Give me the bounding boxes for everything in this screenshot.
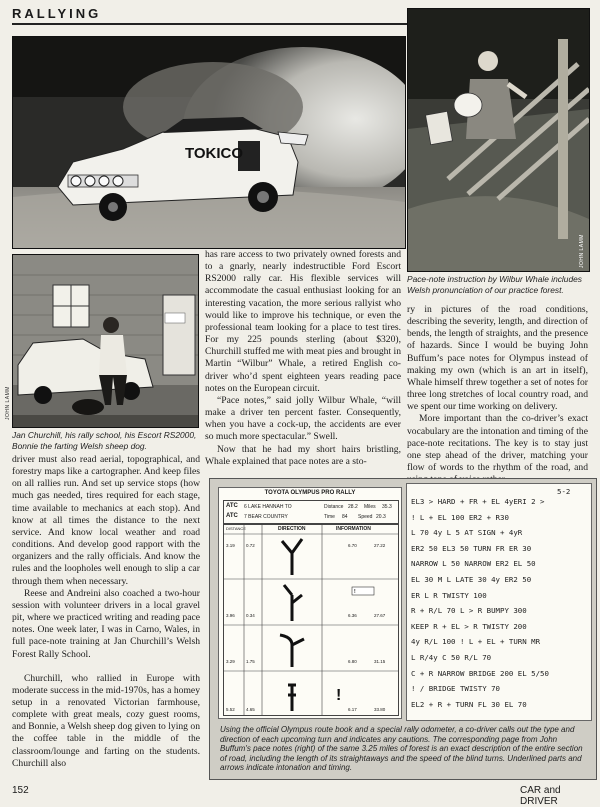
magazine-name: CAR and DRIVER [520, 785, 561, 807]
pace-note-line: KEEP R + EL > R TWISTY 200 [411, 621, 527, 631]
speed-value: 20.3 [376, 514, 386, 520]
time-value: 84 [342, 514, 348, 520]
left-column [12, 454, 200, 770]
route-book-title: TOYOTA OLYMPUS PRO RALLY [264, 490, 356, 496]
row-4-a: 5.52 [226, 707, 235, 712]
pace-notes-figure [209, 478, 597, 780]
rally-car-photo [12, 36, 406, 249]
atc-text-1: 6 LAKE HANNAH TO [244, 504, 292, 510]
atc-label-1: ATC [226, 503, 238, 509]
distance-value: 28.2 [348, 504, 358, 510]
row-2-a: 3.96 [226, 613, 235, 618]
route-book-grid [224, 525, 398, 715]
col-distance: DISTANCE [226, 526, 246, 531]
tulip-3 [280, 635, 304, 667]
pace-notes-lines [411, 494, 549, 712]
atc-label-2: ATC [226, 513, 238, 519]
tulip-1 [282, 539, 302, 575]
svg-text:!: ! [354, 589, 356, 595]
left-paragraph-2: Reese and Andreini also coached a two-hour session with volunteer drivers in a local gravel pit, where we practiced writing and reading pace notes. One week later, I was in Carno, Wales, in full pace-note training at Jan Churchill’s Welsh Forest Rally School. [12, 587, 200, 660]
row-4-b: 4.65 [246, 707, 255, 712]
right-paragraph-1: ry in pictures of the road conditions, describing the severity, length, and direction of bends, the length of straights, and the presence of hazards. Since I would be buying John Buffum’s pace notes for Olympus instead of making my own (which is an art in itself), Whale himself threw together a set of notes for three long stretches of local country road, and we spent our time working on delivery. [407, 304, 588, 413]
whale-caption: Pace-note instruction by Wilbur Whale includes Welsh pronunciation of our practice forest. [407, 274, 582, 295]
pace-note-line: NARROW L 50 NARROW ER2 EL 50 [411, 559, 536, 569]
section-title: RALLYING [12, 6, 102, 21]
miles-value: 35.3 [382, 504, 392, 510]
right-paragraph-2: More important than the co-driver’s exact vocabulary are the intonation and timing of the pace-note recitations. The key is to stay just one step ahead of the driver, matching your flow of words to the rhythm of the road, and [407, 413, 588, 474]
tulip-4 [288, 685, 296, 711]
tulip-2 [284, 585, 302, 621]
pace-note-line: EL2 + R + TURN FL 30 EL 70 [411, 699, 527, 709]
pace-notes-page-number: 5-2 [557, 487, 571, 496]
pace-note-line: ! L + EL 100 ER2 + R30 [411, 512, 509, 522]
pace-notes-caption: Using the official Olympus route book and a special rally odometer, a co-driver calls out the type and direction of each upcoming turn and indicates any cautions. The corresponding page from John Buffum's pace notes (right) of the same 3.25 miles of forest is an exact description of the entire section of road, including the length of its straightaways and the speed of the blind turns. Underlined parts and arrows indicate intonation and timing. [220, 725, 583, 773]
col-direction: DIRECTION [278, 526, 306, 532]
pace-note-line: ER L R TWISTY 100 [411, 590, 487, 600]
row-2-n2: 27.67 [374, 613, 386, 618]
row-3-n1: 6.80 [348, 659, 357, 664]
time-label: Time [324, 514, 335, 520]
pace-note-line: ! / BRIDGE TWISTY 70 [411, 684, 500, 694]
pace-note-line: EL 30 M L LATE 30 4y ER2 50 [411, 574, 532, 584]
row-3-a: 3.29 [226, 659, 235, 664]
right-column [407, 304, 588, 486]
photo-credit: JOHN LAMM [579, 234, 585, 268]
speed-label: Speed [358, 514, 373, 520]
left-paragraph-3: Churchill, who rallied in Europe with moderate success in the mid-1970s, has a homey setup in a renovated Victorian farmhouse, complete with great meals, cozy guest rooms, and Bonnie, a Welsh sheep dog given to lying on the coffee table in the middle of the classroom/lounge and farting on the students. Churchill also [12, 672, 200, 769]
row-2-b: 0.34 [246, 613, 255, 618]
middle-column [205, 249, 401, 468]
churchill-photo [12, 254, 199, 428]
miles-label: Miles [364, 504, 376, 510]
route-book-page [218, 487, 402, 719]
pace-note-line: C + R NARROW BRIDGE 200 EL 5/50 [411, 668, 549, 678]
car-sponsor-text: TOKICO [185, 145, 244, 162]
pace-note-line: 4y R/L 100 ! L + EL + TURN MR [411, 637, 541, 647]
pace-note-line: ER2 50 EL3 50 TURN FR ER 30 [411, 543, 532, 553]
middle-paragraph-2: “Pace notes,” said jolly Wilbur Whale, “will make a driver ten percent faster. Consequently, when you have a cock-up, the accidents are ever so much more spectacular.” Swell. [205, 394, 401, 443]
row-3-b: 1.75 [246, 659, 255, 664]
row-1-n2: 27.22 [374, 543, 386, 548]
churchill-caption: Jan Churchill, his rally school, his Escort RS2000, Bonnie the farting Welsh sheep dog. [12, 430, 197, 451]
pace-notes-page [406, 483, 592, 721]
col-information: INFORMATION [336, 526, 371, 532]
row-1-a: 3.19 [226, 543, 235, 548]
middle-paragraph-3: Now that he had my short hairs bristling, Whale explained that pace notes are a sto- [205, 443, 401, 467]
svg-text:!: ! [336, 687, 342, 704]
row-4-n2: 33.80 [374, 707, 386, 712]
pace-note-line: EL3 > HARD + FR + EL 4yERI 2 > [411, 497, 545, 506]
row-3-n2: 31.15 [374, 659, 386, 664]
distance-label: Distance [324, 504, 344, 510]
route-book-table [223, 524, 399, 716]
row-1-b: 0.72 [246, 543, 255, 548]
row-4-n1: 6.17 [348, 707, 357, 712]
page-number: 152 [12, 785, 29, 796]
pace-note-line: L 70 4y L 5 AT SIGN + 4yR [411, 528, 523, 538]
whale-photo [407, 8, 590, 272]
pace-note-line: L R/4y C 50 R/L 70 [411, 652, 492, 662]
row-1-n1: 6.70 [348, 543, 357, 548]
row-2-n1: 6.36 [348, 613, 357, 618]
route-book-header-box [223, 500, 399, 524]
pace-note-line: R + R/L 70 L > R BUMPY 300 [411, 606, 527, 616]
atc-text-2: 7 BEAR COUNTRY [244, 514, 288, 520]
middle-paragraph-1: has rare access to two privately owned forests and to a gnarly, nearly indestructible Ford Escort RS2000 rally car. His flexible services will accommodate the casual enthusiast looking for an interesting vacation, the more serious rallyist who would like to improve his technique, or even the professional team looking for a place to test tires. For my 225 pounds sterling (about $320), Churchill stuffed me with meat pies and brought in Martin “Wilbur” Whale, a retired English co-driver who’d spent eighteen years reading pace notes on the European circuit. [205, 249, 401, 394]
left-paragraph-1: driver must also read aerial, topographical, and forestry maps like a cartographer. And keep files on all rallies run. And set up service stops (how much gas needed, tires required for each stage, time available to mechanics at each stop). And know at all times the distance to the next service. And know local weather and road conditions. And develop good rapport with the organizers and the rally officials. And know the rules and the loopholes well enough to slip a car through them when necessary. [12, 454, 200, 587]
photo-credit-left: JOHN LAMM [5, 386, 11, 420]
